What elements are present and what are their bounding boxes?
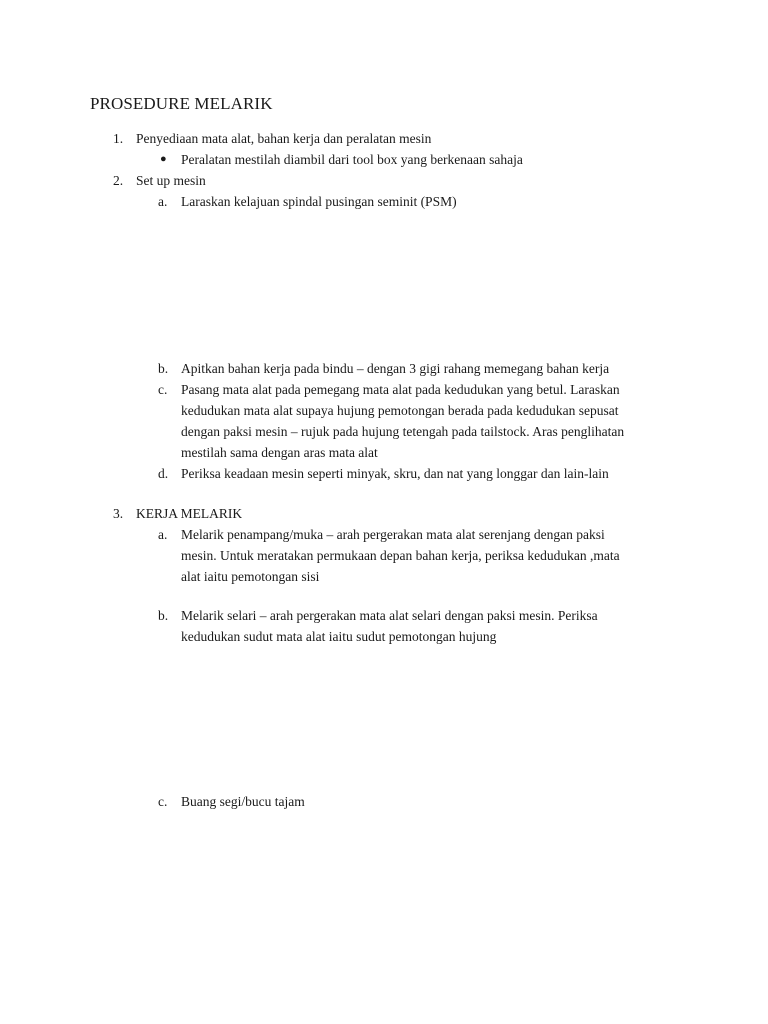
bullet-icon: ● — [160, 153, 167, 165]
section-2-item-c-line-3: dengan paksi mesin – rujuk pada hujung tetengah pada tailstock. Aras penglihatan — [181, 424, 625, 439]
section-3-item-b-line-2: kedudukan sudut mata alat iaitu sudut pemotongan hujung — [181, 629, 497, 644]
section-2-item-d-label: d. — [158, 466, 169, 481]
section-2-number: 2. — [113, 173, 124, 188]
section-2-item-a-text: Laraskan kelajuan spindal pusingan seminit (PSM) — [181, 194, 457, 209]
section-3-item-a-label: a. — [158, 527, 168, 542]
section-3-item-b-line-1: Melarik selari – arah pergerakan mata alat selari dengan paksi mesin. Periksa — [181, 608, 598, 623]
section-2-item-b-text: Apitkan bahan kerja pada bindu – dengan 3 gigi rahang memegang bahan kerja — [181, 361, 610, 376]
section-1-number: 1. — [113, 131, 124, 146]
section-3-item-b-label: b. — [158, 608, 169, 623]
section-1-bullet-1: Peralatan mestilah diambil dari tool box yang berkenaan sahaja — [181, 152, 523, 167]
section-2-heading: Set up mesin — [136, 173, 206, 188]
section-3-item-c-text: Buang segi/bucu tajam — [181, 794, 305, 809]
section-2-item-c-line-2: kedudukan mata alat supaya hujung pemotongan berada pada kedudukan sepusat — [181, 403, 619, 418]
section-2-item-a-label: a. — [158, 194, 168, 209]
section-3-item-a-line-2: mesin. Untuk meratakan permukaan depan bahan kerja, periksa kedudukan ,mata — [181, 548, 620, 563]
section-1-heading: Penyediaan mata alat, bahan kerja dan peralatan mesin — [136, 131, 432, 146]
section-2-item-b-label: b. — [158, 361, 169, 376]
section-2-item-c-line-4: mestilah sama dengan aras mata alat — [181, 445, 378, 460]
section-3-heading: KERJA MELARIK — [136, 506, 243, 521]
document-title: PROSEDURE MELARIK — [90, 94, 273, 113]
section-3-number: 3. — [113, 506, 124, 521]
section-2-item-d-text: Periksa keadaan mesin seperti minyak, skru, dan nat yang longgar dan lain-lain — [181, 466, 609, 481]
section-2-item-c-line-1: Pasang mata alat pada pemegang mata alat pada kedudukan yang betul. Laraskan — [181, 382, 620, 397]
section-3-item-a-line-1: Melarik penampang/muka – arah pergerakan mata alat serenjang dengan paksi — [181, 527, 605, 542]
section-3-item-a-line-3: alat iaitu pemotongan sisi — [181, 569, 320, 584]
section-2-item-c-label: c. — [158, 382, 168, 397]
section-3-item-c-label: c. — [158, 794, 168, 809]
